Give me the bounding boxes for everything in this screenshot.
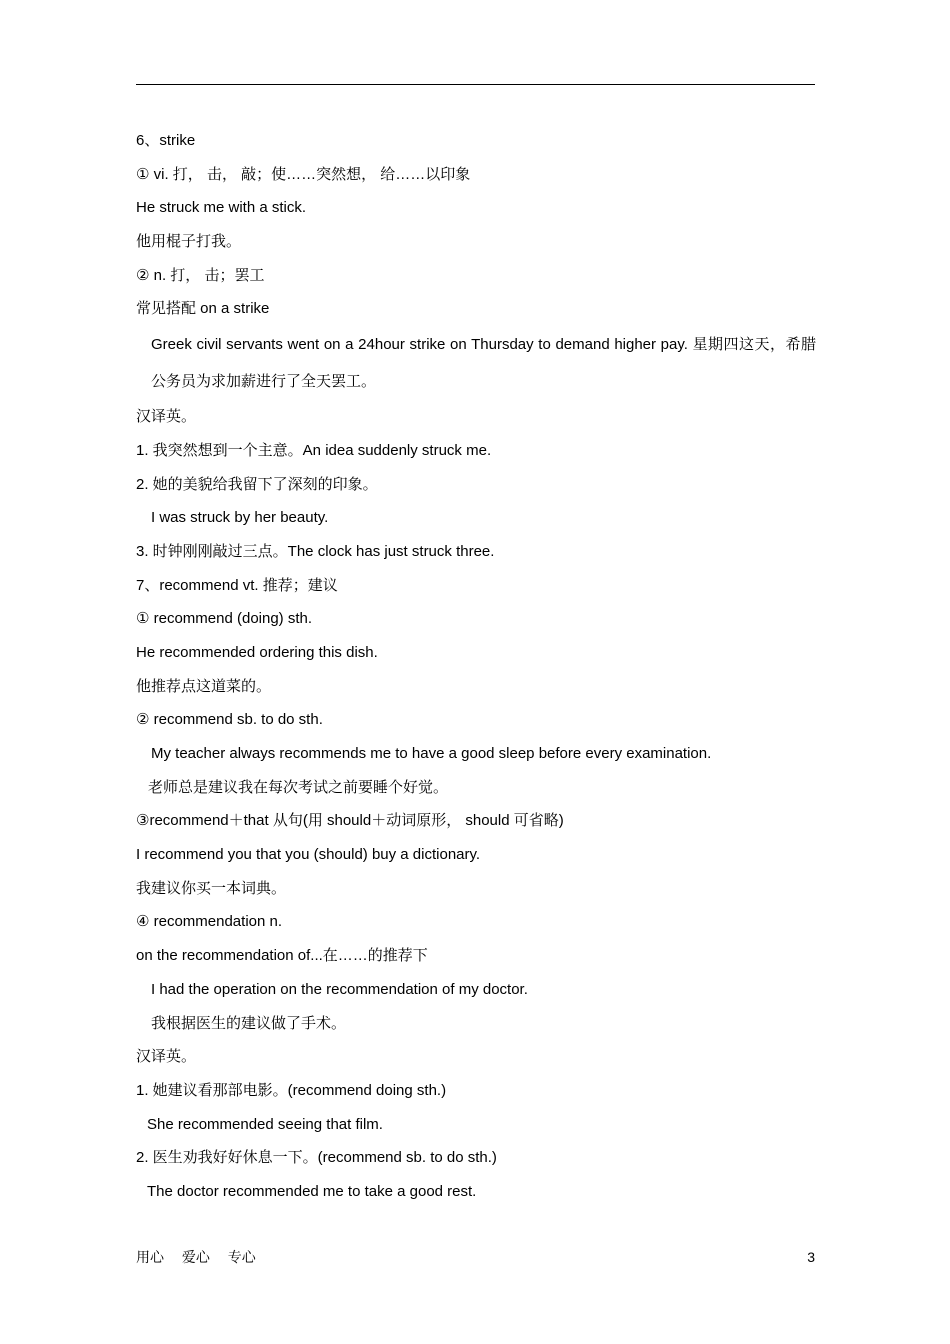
example-translation: 他推荐点这道菜的。 bbox=[136, 677, 272, 695]
definition-n: ② n. 打， 击；罢工 bbox=[136, 266, 265, 284]
exercise-answer: She recommended seeing that film. bbox=[147, 1115, 383, 1133]
usage-pattern: ③recommend＋that 从句(用 should＋动词原形， should 可省略) bbox=[136, 812, 564, 830]
example-sentence: I recommend you that you (should) buy a dictionary. bbox=[136, 846, 481, 864]
heading-strike: 6、strike bbox=[136, 132, 196, 149]
example-translation: 老师总是建议我在每次考试之前要睡个好觉。 bbox=[148, 778, 449, 796]
exercise-item: 3. 时钟刚刚敲过三点。The clock has just struck three. bbox=[136, 542, 495, 560]
example-translation: 他用棍子打我。 bbox=[136, 233, 242, 251]
exercise-item: 2. 医生劝我好好休息一下。(recommend sb. to do sth.) bbox=[136, 1149, 497, 1167]
header-rule bbox=[136, 84, 815, 85]
page-number: 3 bbox=[807, 1249, 815, 1265]
example-translation: 我根据医生的建议做了手术。 bbox=[151, 1014, 347, 1032]
exercise-item: 2. 她的美貌给我留下了深刻的印象。 bbox=[136, 475, 378, 493]
exercise-answer: I was struck by her beauty. bbox=[151, 509, 329, 527]
heading-recommend: 7、recommend vt. 推荐；建议 bbox=[136, 576, 338, 594]
example-sentence: He struck me with a stick. bbox=[136, 199, 307, 217]
example-paragraph: Greek civil servants went on a 24hour strike on Thursday to demand higher pay. 星期四这天，希腊公务员为求加薪进行了全天罢工。 bbox=[151, 336, 816, 391]
definition-vi: ① vi. 打， 击， 敲；使……突然想， 给……以印象 bbox=[136, 165, 471, 183]
collocation-line: on the recommendation of...在……的推荐下 bbox=[136, 947, 428, 965]
exercise-item: 1. 她建议看那部电影。(recommend doing sth.) bbox=[136, 1081, 447, 1099]
exercise-heading: 汉译英。 bbox=[136, 1048, 197, 1066]
usage-pattern: ① recommend (doing) sth. bbox=[136, 610, 313, 628]
footer-motto: 用心 爱心 专心 bbox=[136, 1249, 256, 1265]
example-sentence: My teacher always recommends me to have a good sleep before every examination. bbox=[151, 745, 712, 762]
usage-pattern: ② recommend sb. to do sth. bbox=[136, 711, 323, 729]
document-body bbox=[136, 124, 816, 1209]
example-sentence: He recommended ordering this dish. bbox=[136, 643, 378, 661]
collocation-line: 常见搭配 on a strike bbox=[136, 300, 270, 318]
usage-pattern: ④ recommendation n. bbox=[136, 913, 283, 931]
example-translation: 我建议你买一本词典。 bbox=[136, 879, 287, 897]
example-sentence: I had the operation on the recommendation of my doctor. bbox=[151, 980, 528, 998]
exercise-item: 1. 我突然想到一个主意。An idea suddenly struck me. bbox=[136, 441, 492, 459]
exercise-answer: The doctor recommended me to take a good rest. bbox=[147, 1182, 477, 1200]
exercise-heading: 汉译英。 bbox=[136, 408, 197, 426]
